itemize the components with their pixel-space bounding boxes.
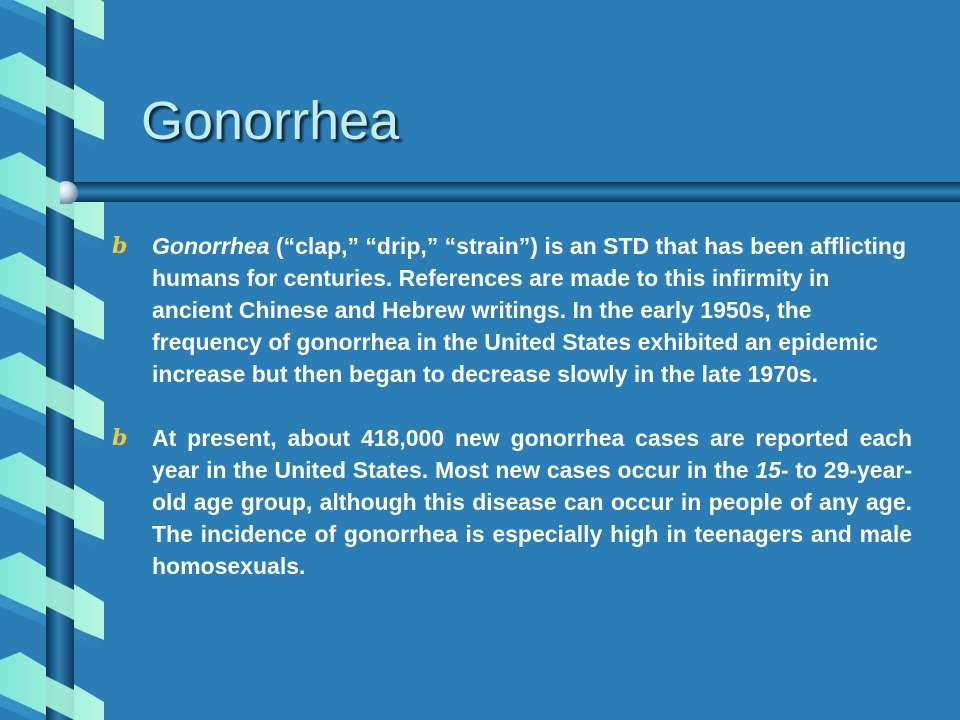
ribbon-decoration [0,0,110,720]
bullet-icon: b [112,425,128,451]
title-divider [60,180,960,204]
bullet-icon: b [112,233,128,259]
bullet-item-statistics [112,422,912,582]
bullet-text: (“clap,” “drip,” “strain”) is an STD that has been afflicting humans for centuries. References are made to this infirmity in ancient Chinese and Hebrew writings. In the early 1950s, the frequency of gonorrhea in the United States exhibited an epidemic increase but then began to decrease slowly in the late 1970s. [152,233,906,387]
bullet-text-after: - to 29-year-old age group, although this disease can occur in people of any age. The incidence of gonorrhea is especially high in teenagers and male homosexuals. [152,457,913,579]
bullet-item-history [112,230,912,390]
bullet-text-before: At present, about 418,000 new gonorrhea cases are reported each year in the United States. Most new cases occur in the [152,425,912,483]
bullet-italic-number: 15 [755,457,781,483]
bullet-list [112,230,912,582]
bullet-term: Gonorrhea [152,233,270,259]
slide-title: Gonorrhea [141,91,400,151]
